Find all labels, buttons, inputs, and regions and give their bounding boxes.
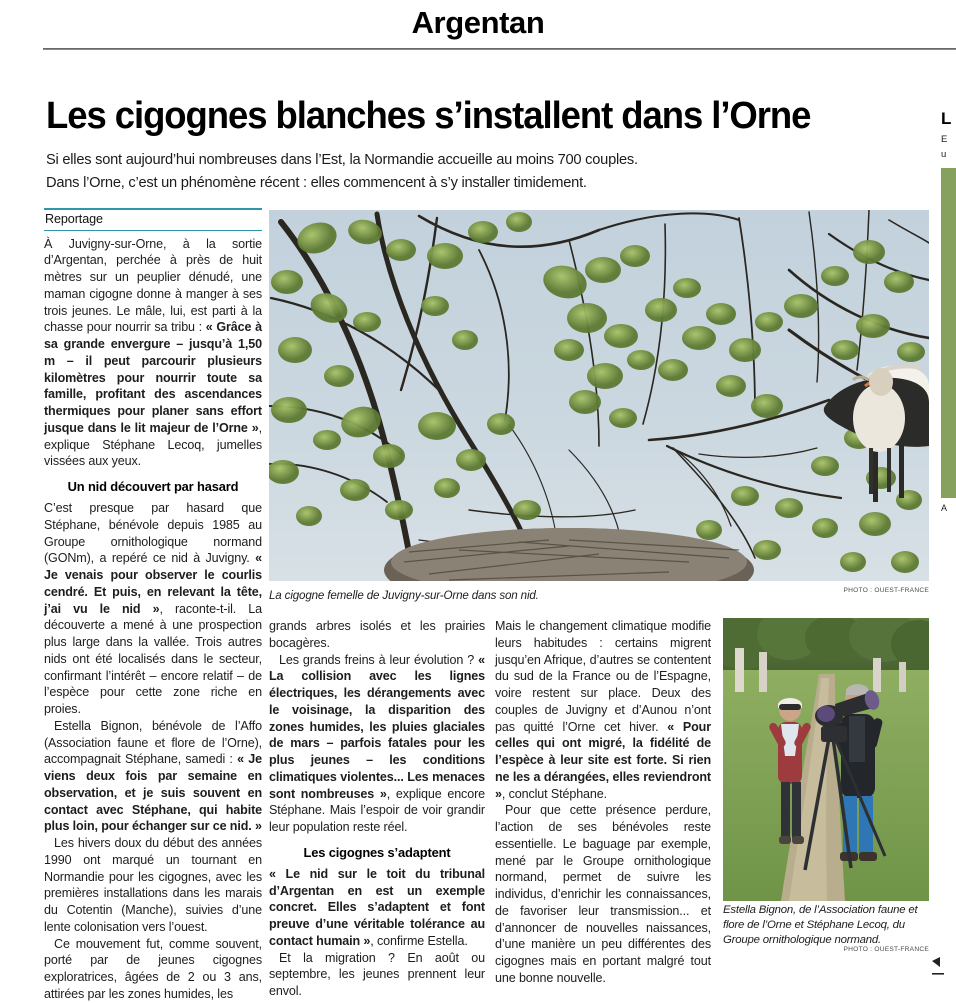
para-3-quote: « Je viens deux fois par semaine en observation, et je suis souvent en contact avec Stéphane, qui habite plus loin, pour échanger sur ce nid. » bbox=[44, 752, 262, 834]
c3-para-1-part-a: Mais le changement climatique modifie leurs habitudes : certains migrent jusqu’en Afrique, d’autres se contentent du sud de la France ou de l’Espagne, voire restent sur place. Deux des couples de Juvigny et d’Aunou n’ont pas quitté l’Orne cet hiver. bbox=[495, 619, 711, 734]
main-photo-caption-row bbox=[269, 586, 929, 602]
c2-para-1: grands arbres isolés et les prairies bocagères. bbox=[269, 619, 485, 650]
masthead-divider bbox=[43, 48, 956, 50]
paragraph bbox=[44, 500, 262, 718]
secondary-photo-credit bbox=[723, 946, 929, 953]
paragraph bbox=[269, 950, 485, 1000]
column-1-text-2 bbox=[44, 500, 262, 1003]
column-2-text bbox=[269, 618, 485, 836]
article-column-2 bbox=[269, 618, 485, 1000]
corner-mark-icon bbox=[930, 955, 952, 987]
para-4: Les hivers doux du début des années 1990 ont marqué un tournant en Normandie pour les cigognes, avec les premières installations dans les marais du Cotentin (Manche), suivies d’une lente colonisation vers l’ouest. bbox=[44, 836, 262, 934]
paragraph bbox=[269, 652, 485, 836]
masthead bbox=[0, 0, 956, 46]
para-1-quote: « Grâce à sa grande envergure – jusqu’à 1,50 m – il peut parcourir plusieurs kilomètres pour nourrir toute sa famille, profitant des ascendances thermiques pour planer sans effort jusque dans le lit majeur de l’Orne » bbox=[44, 320, 262, 435]
credit-label: PHOTO : bbox=[843, 946, 873, 953]
para-1-part-a: À Juvigny-sur-Orne, à la sortie d’Argentan, perchée à près de huit mètres sur un peuplier dénudé, une maman cigogne donne à manger à ses trois jeunes. Le mâle, lui, est parti à la chasse pour nourrir sa tribu : bbox=[44, 236, 262, 335]
column-3-text bbox=[495, 618, 711, 987]
c2-para-2-part-c: , explique encore Stéphane. Mais l’espoir de voir grandir leur population reste réel. bbox=[269, 786, 485, 834]
c3-para-1-part-c: , conclut Stéphane. bbox=[501, 786, 607, 801]
adjacent-headline: L bbox=[941, 110, 952, 128]
para-2-quote: « Je venais pour observer le courlis cendré. Et puis, en relevant la tête, j’ai vu le nid » bbox=[44, 551, 262, 616]
stork-nest-photo bbox=[269, 210, 929, 581]
credit-label: PHOTO : bbox=[843, 587, 873, 594]
paragraph bbox=[495, 802, 711, 986]
para-5: Ce mouvement fut, comme souvent, porté par de jeunes cigognes exploratrices, âgées de 2 ou 3 ans, attirées par les zones humides, les bbox=[44, 936, 262, 1001]
paragraph bbox=[269, 866, 485, 950]
c3-para-1-quote: « Pour celles qui ont migré, la fidélité de l’espèce à leur site est forte. Si rien ne les a dérangées, elles reviendront » bbox=[495, 719, 711, 801]
birdwatchers-photo bbox=[723, 618, 929, 901]
adjacent-article-column bbox=[941, 110, 956, 990]
para-1-part-c: , explique Stéphane Lecoq, jumelles vissées aux yeux. bbox=[44, 420, 262, 469]
article-column-3 bbox=[495, 618, 711, 987]
secondary-photo-caption: Estella Bignon, de l’Association faune et flore de l’Orne et Stéphane Lecoq, du Groupe ornithologique normand. bbox=[723, 904, 918, 947]
article-standfirst bbox=[46, 148, 895, 194]
standfirst-line-2: Dans l’Orne, c’est un phénomène récent : elles commencent à s’y installer timidement. bbox=[46, 174, 587, 192]
credit-source: OUEST-FRANCE bbox=[874, 946, 929, 953]
c2-para-2-part-a: Les grands freins à leur évolution ? bbox=[279, 652, 479, 667]
paragraph bbox=[495, 618, 711, 802]
subheading-2: Les cigognes s’adaptent bbox=[303, 844, 451, 860]
article-column-1 bbox=[44, 208, 262, 1003]
kicker-label: Reportage bbox=[45, 211, 103, 226]
paragraph bbox=[269, 618, 485, 652]
para-2-part-a: C’est presque par hasard que Stéphane, bénévole depuis 1985 au Groupe ornithologique normand (GONm), a repéré ce nid à Juvigny. bbox=[44, 501, 262, 566]
kicker-rule-bottom bbox=[44, 230, 262, 231]
birdwatchers-illustration bbox=[723, 618, 929, 901]
page-title: Argentan bbox=[411, 5, 545, 40]
paragraph bbox=[44, 936, 262, 1003]
paragraph bbox=[44, 718, 262, 835]
credit-source: OUEST-FRANCE bbox=[874, 587, 929, 594]
adjacent-body: A bbox=[941, 503, 948, 514]
main-photo-credit bbox=[844, 587, 930, 594]
paragraph bbox=[44, 835, 262, 936]
para-2-part-c: , raconte-t-il. La découverte a mené à une prospection plus large dans la vallée. Trois autres nids ont été localisés dans le secteur, confirmant l’intérêt – encore relatif – de l’espèce pour cette zone riche en proies. bbox=[44, 601, 263, 717]
c2-para-4: Et la migration ? En août ou septembre, les jeunes prennent leur envol. bbox=[269, 950, 485, 998]
subheading-1: Un nid découvert par hasard bbox=[67, 479, 239, 495]
main-photo-caption: La cigogne femelle de Juvigny-sur-Orne dans son nid. bbox=[269, 589, 539, 602]
c2-para-3-part-c: , confirme Estella. bbox=[370, 933, 468, 948]
paragraph bbox=[44, 236, 262, 471]
standfirst-line-1: Si elles sont aujourd’hui nombreuses dans l’Est, la Normandie accueille au moins 700 couples. bbox=[46, 151, 638, 168]
c2-para-3-quote: « Le nid sur le toit du tribunal d’Argentan en est un exemple concret. Elles s’adaptent et font preuve d’une véritable tolérance au contact humain » bbox=[269, 866, 485, 948]
column-1-text bbox=[44, 236, 262, 471]
para-3-part-a: Estella Bignon, bénévole de l’Affo (Association faune et flore de l’Orne), accompagnait Stéphane, samedi : bbox=[44, 718, 262, 767]
column-2-text-2 bbox=[269, 866, 485, 1000]
c3-para-2: Pour que cette présence perdure, l’action de ses bénévoles reste essentielle. Le baguage par exemple, mené par le Groupe ornithologique normand, permet de suivre les individus, d’enrichir les connaissances, de favoriser leur transmission... et d’annoncer de nouvelles naissances, d’une manière un peu différentes des cigognes mais en portant malgré tout une bonne nouvelle. bbox=[495, 803, 711, 985]
adjacent-standfirst: E u bbox=[941, 134, 948, 160]
article-headline: Les cigognes blanches s’installent dans l’Orne bbox=[46, 95, 811, 137]
adjacent-photo bbox=[941, 168, 956, 498]
c2-para-2-quote: « La collision avec les lignes électriques, les dérangements avec le voisinage, la disparition des zones humides, les pluies glaciales de mars – parfois fatales pour les plus jeunes – les conditions climatiques violentes... Les menaces sont nombreuses » bbox=[269, 652, 485, 801]
juvenile-stork-illustration bbox=[269, 210, 929, 581]
